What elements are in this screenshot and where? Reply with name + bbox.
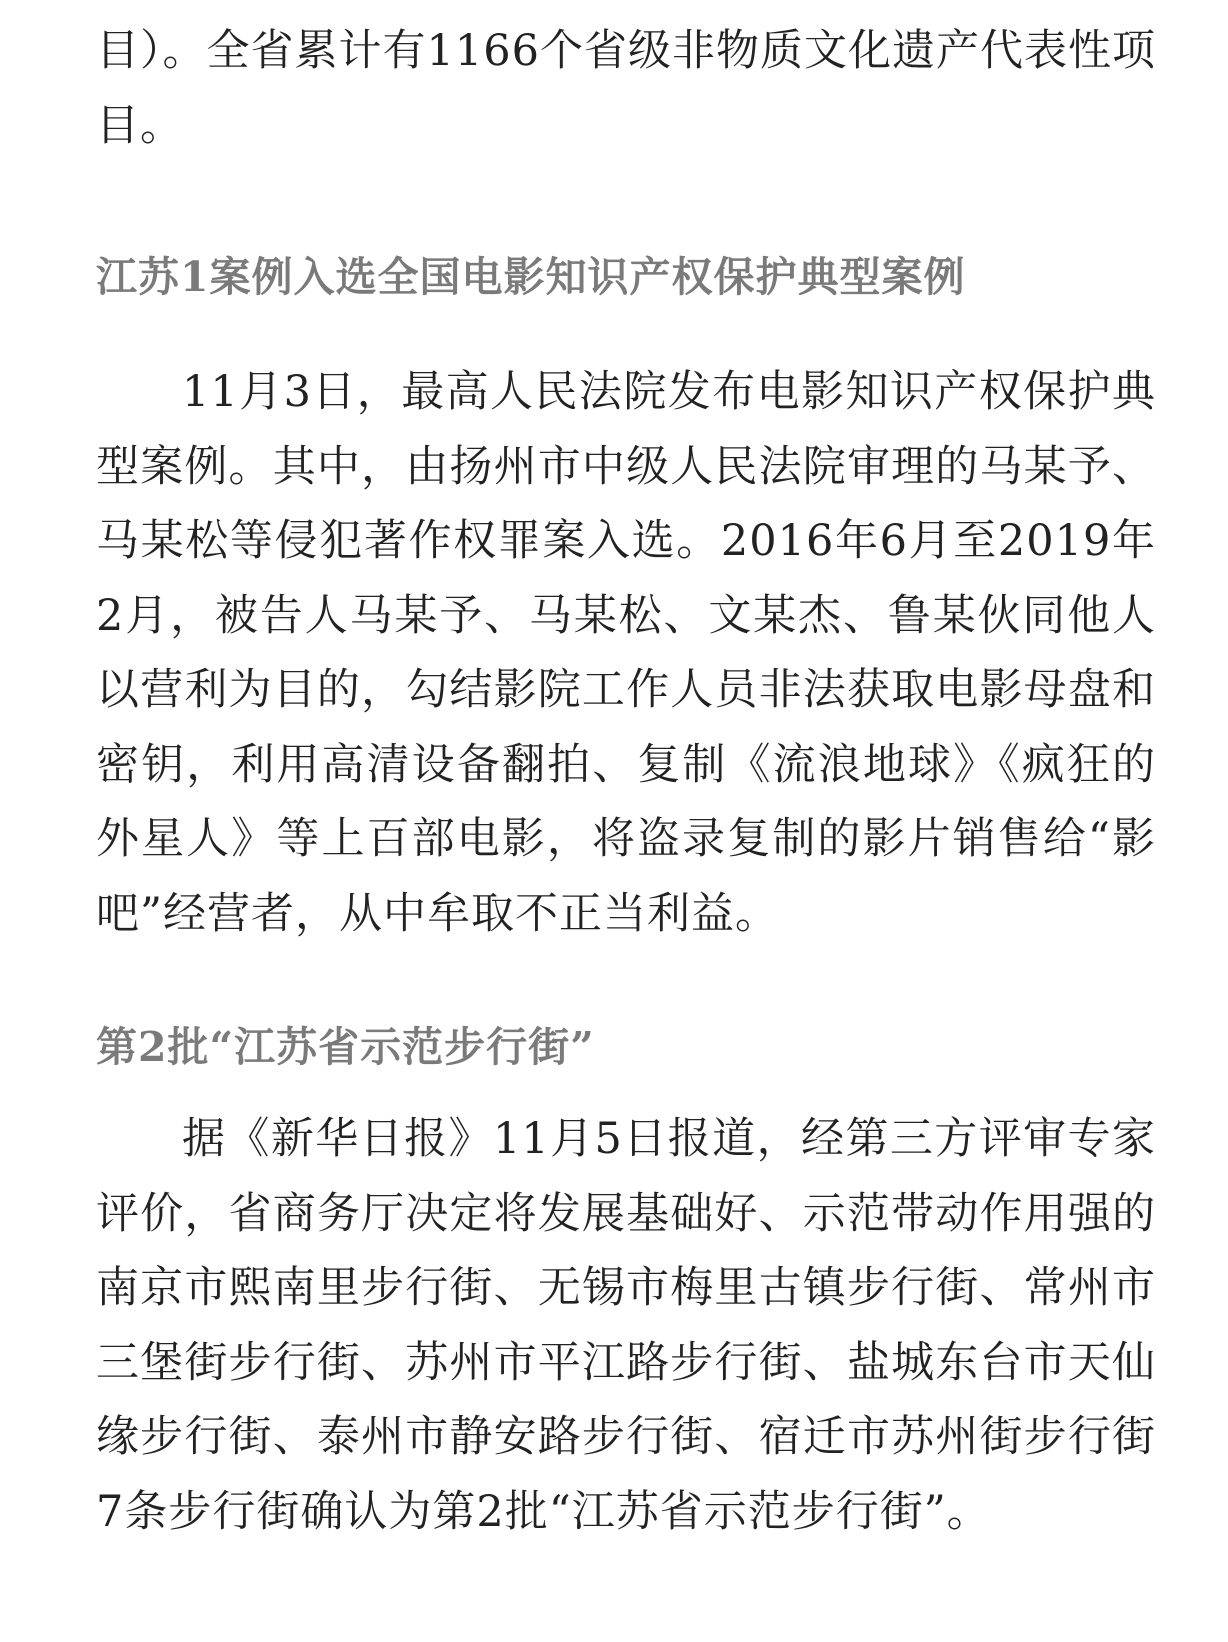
pedestrian-street-heading: 第2批“江苏省示范步行街” (96, 1023, 595, 1071)
pedestrian-street-paragraph: 据《新华日报》11月5日报道，经第三方评审专家评价，省商务厅决定将发展基础好、示范带动作用强的南京市熙南里步行街、无锡市梅里古镇步行街、常州市三堡街步行街、苏州市平江路步行街、盐城东台市天仙缘步行街、泰州市静安路步行街、宿迁市苏州街步行街7条步行街确认为第2批“江苏省示范步行街”。 (96, 1114, 1156, 1537)
film-ip-paragraph: 11月3日，最高人民法院发布电影知识产权保护典型案例。其中，由扬州市中级人民法院审理的马某予、马某松等侵犯著作权罪案入选。2016年6月至2019年2月，被告人马某予、马某松、文某杰、鲁某伙同他人以营利为目的，勾结影院工作人员非法获取电影母盘和密钥，利用高清设备翻拍、复制《流浪地球》《疯狂的外星人》等上百部电影，将盗录复制的影片销售给“影吧”经营者，从中牟取不正当利益。 (96, 367, 1156, 939)
film-ip-heading: 江苏1案例入选全国电影知识产权保护典型案例 (96, 253, 966, 301)
intro-tail-paragraph: 目）。全省累计有1166个省级非物质文化遗产代表性项目。 (96, 26, 1156, 151)
